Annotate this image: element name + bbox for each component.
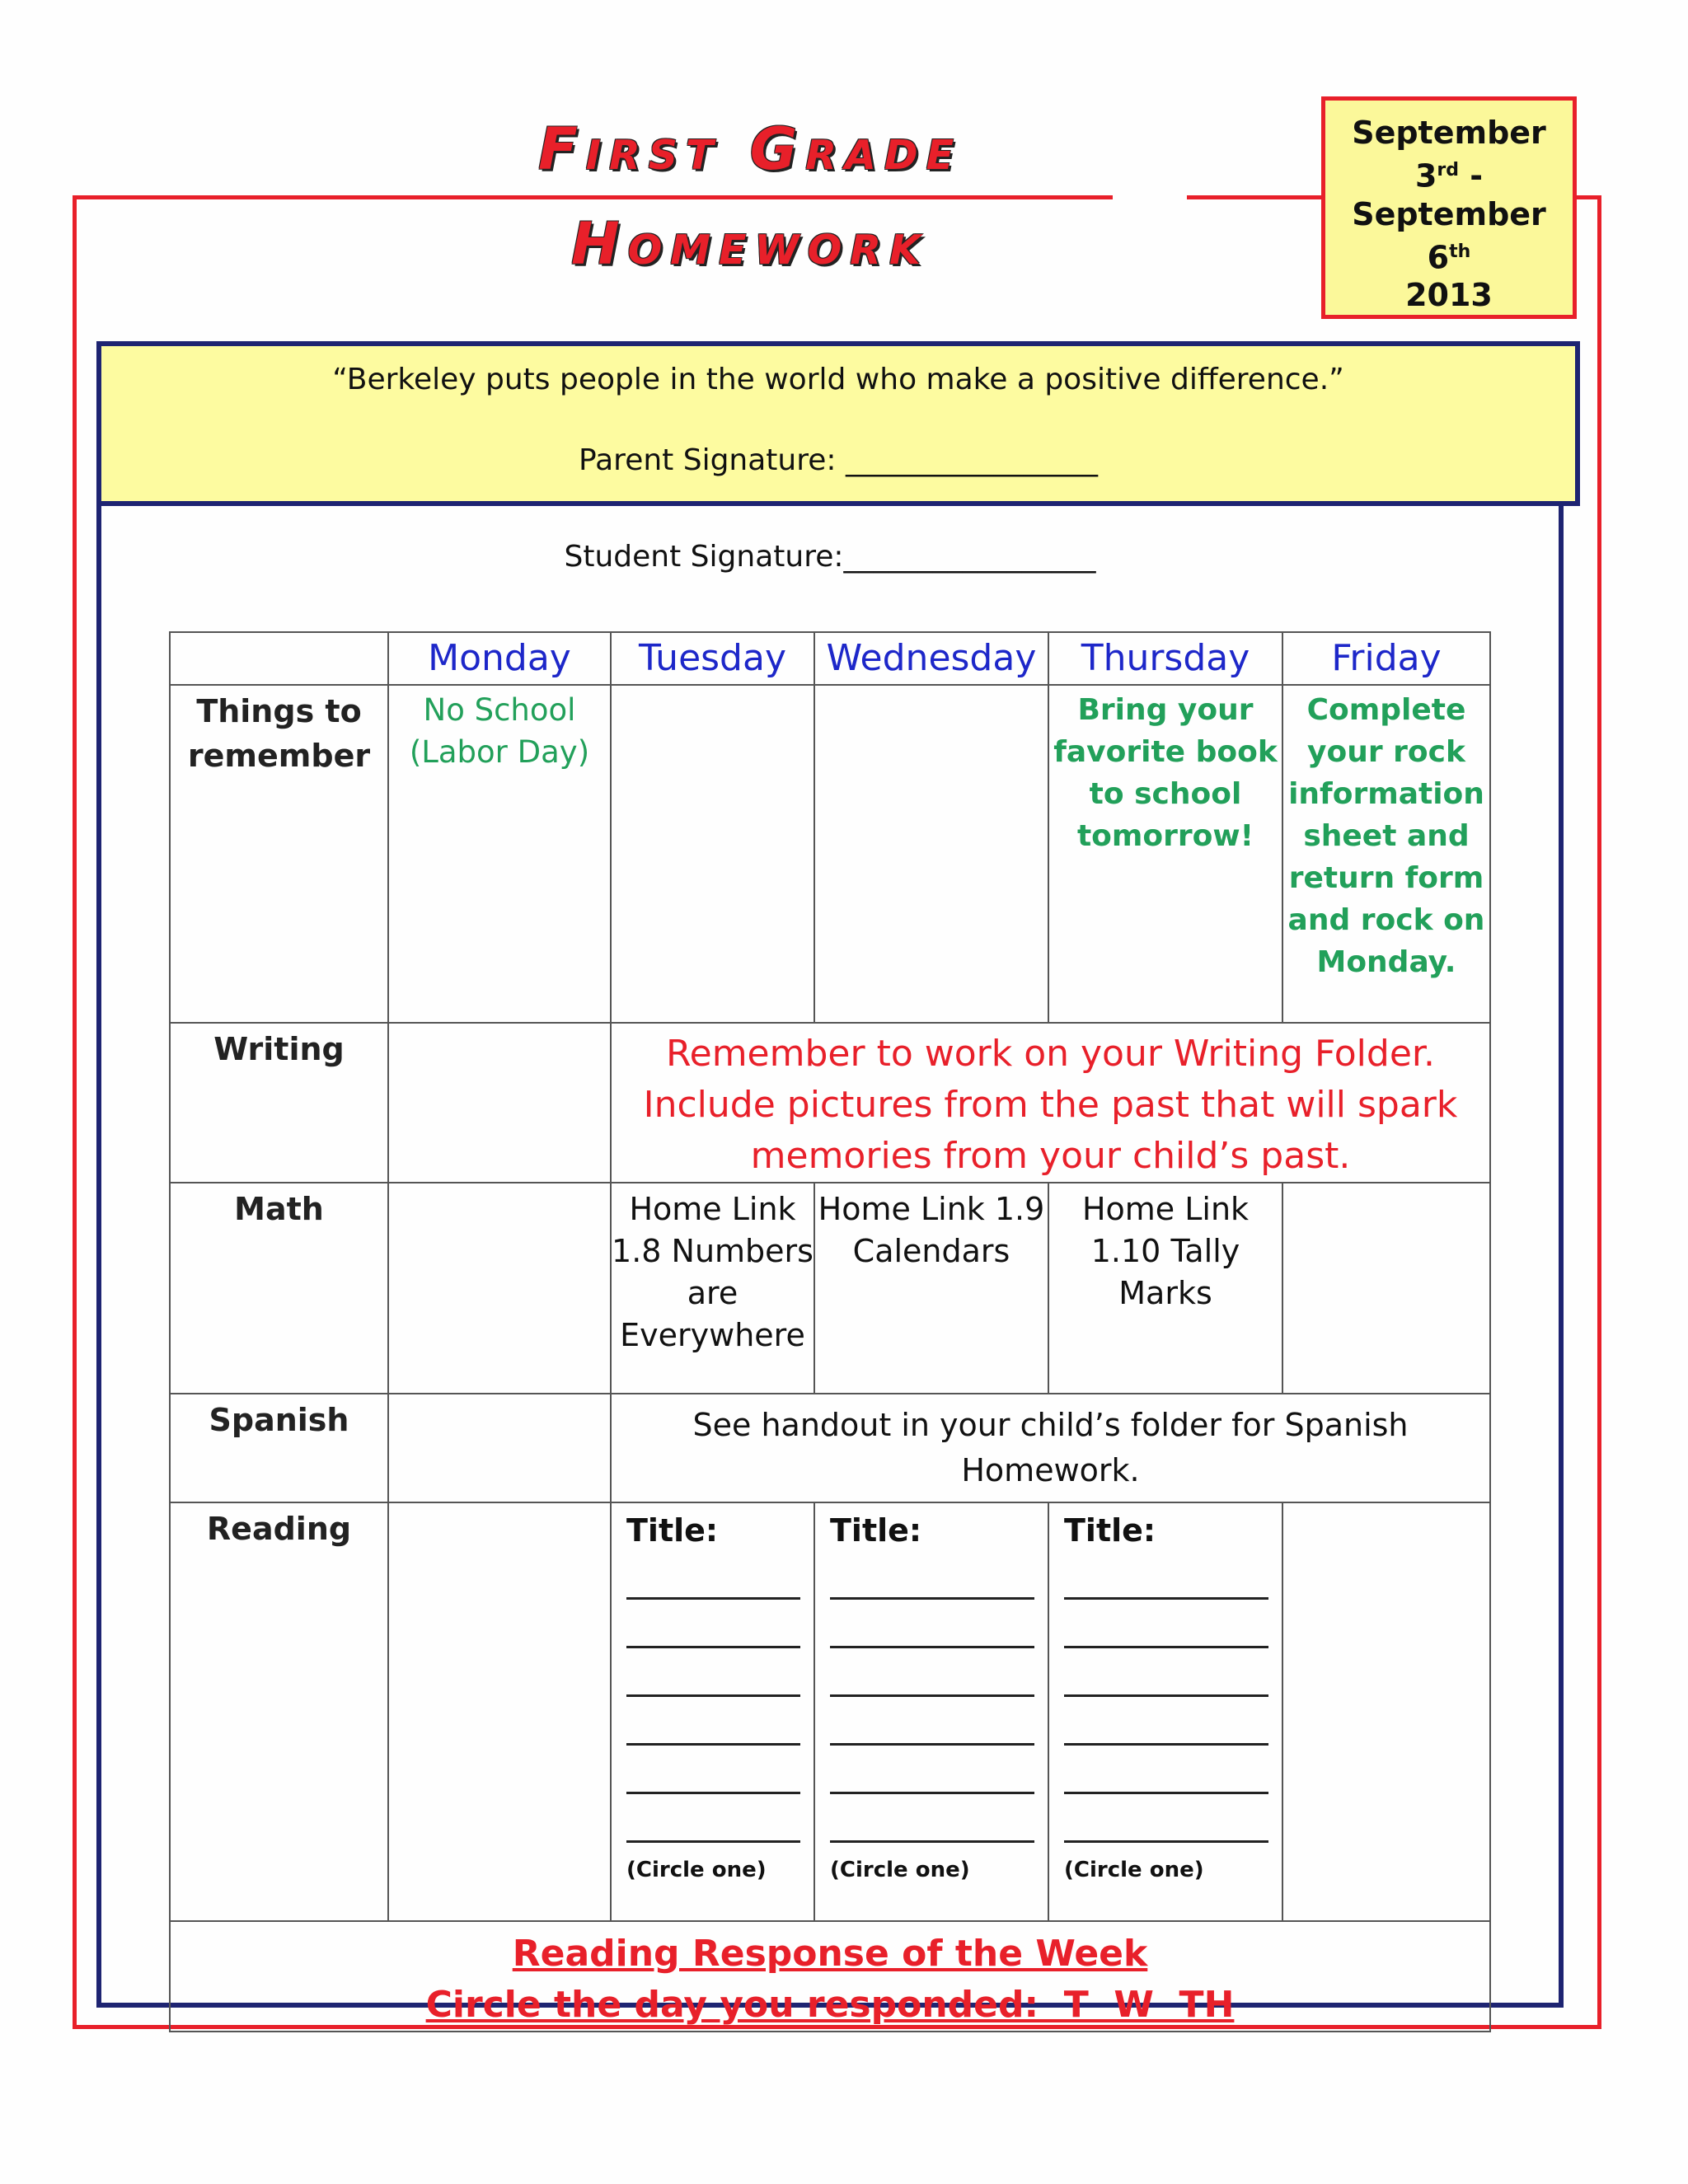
student-signature-line: Student Signature:_________________ (564, 540, 1096, 574)
reading-thursday (1048, 1502, 1282, 1921)
reading-response-title: Reading Response of the Week (512, 1933, 1148, 1975)
circle-one-note: (Circle one) (1064, 1858, 1204, 1882)
circle-one-note: (Circle one) (830, 1858, 970, 1882)
row-label-writing: Writing (170, 1023, 388, 1183)
day-header-thursday: Thursday (1048, 632, 1282, 685)
remember-thursday: Bring your favorite book to school tomorrow! (1048, 685, 1282, 1023)
table-row (170, 1921, 1490, 2032)
table-row (170, 1023, 1490, 1183)
parent-signature-line: Parent Signature: _________________ (579, 443, 1098, 477)
day-header-friday: Friday (1282, 632, 1490, 685)
table-row (170, 1183, 1490, 1394)
table-row (170, 685, 1490, 1023)
title-blank-line[interactable] (626, 1794, 800, 1843)
row-label-remember: Things to remember (170, 685, 388, 1023)
homework-table (169, 631, 1491, 2032)
title-blank-line[interactable] (1064, 1551, 1268, 1600)
title-blank-line[interactable] (626, 1600, 800, 1648)
title-blank-line[interactable] (626, 1551, 800, 1600)
title-blank-line[interactable] (830, 1697, 1034, 1746)
page-title-line2: Homework (571, 210, 929, 278)
table-row (170, 1502, 1490, 1921)
day-header-tuesday: Tuesday (611, 632, 814, 685)
math-monday (388, 1183, 611, 1394)
date-end: September 6th (1352, 195, 1546, 276)
reading-wednesday (814, 1502, 1048, 1921)
quote-band (96, 341, 1580, 506)
reading-title-label: Title: (830, 1512, 922, 1549)
math-friday (1282, 1183, 1490, 1394)
title-blank-line[interactable] (1064, 1648, 1268, 1697)
title-blank-line[interactable] (626, 1746, 800, 1794)
math-tuesday: Home Link 1.8 Numbers are Everywhere (611, 1183, 814, 1394)
circle-one-note: (Circle one) (626, 1858, 767, 1882)
date-start: September 3rd - (1352, 115, 1546, 194)
reading-title-label: Title: (1064, 1512, 1156, 1549)
frame-gap (1113, 188, 1187, 206)
row-label-math: Math (170, 1183, 388, 1394)
title-blank-line[interactable] (1064, 1746, 1268, 1794)
title-blank-line[interactable] (1064, 1794, 1268, 1843)
remember-monday: No School (Labor Day) (388, 685, 611, 1023)
title-blank-line[interactable] (830, 1794, 1034, 1843)
title-blank-line[interactable] (626, 1648, 800, 1697)
row-label-spanish: Spanish (170, 1394, 388, 1502)
reading-tuesday (611, 1502, 814, 1921)
day-header-monday: Monday (388, 632, 611, 685)
writing-monday (388, 1023, 611, 1183)
title-blank-line[interactable] (830, 1648, 1034, 1697)
title-blank-line[interactable] (626, 1697, 800, 1746)
day-header-wednesday: Wednesday (814, 632, 1048, 685)
title-blank-line[interactable] (830, 1746, 1034, 1794)
table-row (170, 1394, 1490, 1502)
row-label-reading: Reading (170, 1502, 388, 1921)
page-title-line1: First Grade (537, 115, 963, 183)
table-row (170, 632, 1490, 685)
spanish-note: See handout in your child’s folder for Spanish Homework. (611, 1394, 1490, 1502)
date-box (1321, 96, 1577, 319)
school-quote: “Berkeley puts people in the world who make a positive difference.” (332, 363, 1344, 396)
reading-monday (388, 1502, 611, 1921)
title-blank-line[interactable] (1064, 1697, 1268, 1746)
writing-note: Remember to work on your Writing Folder. Include pictures from the past that will spark memories from your child’s past. (611, 1023, 1490, 1183)
title-blank-line[interactable] (830, 1551, 1034, 1600)
title-blank-line[interactable] (830, 1600, 1034, 1648)
reading-friday (1282, 1502, 1490, 1921)
remember-friday: Complete your rock information sheet and return form and rock on Monday. (1282, 685, 1490, 1023)
date-year: 2013 (1405, 277, 1493, 314)
math-wednesday: Home Link 1.9 Calendars (814, 1183, 1048, 1394)
corner-cell (170, 632, 388, 685)
reading-response-instruction: Circle the day you responded: T W TH (425, 1984, 1235, 2026)
title-blank-line[interactable] (1064, 1600, 1268, 1648)
spanish-monday (388, 1394, 611, 1502)
remember-tuesday (611, 685, 814, 1023)
reading-title-label: Title: (626, 1512, 719, 1549)
math-thursday: Home Link 1.10 Tally Marks (1048, 1183, 1282, 1394)
reading-response-cell (170, 1921, 1490, 2032)
remember-wednesday (814, 685, 1048, 1023)
